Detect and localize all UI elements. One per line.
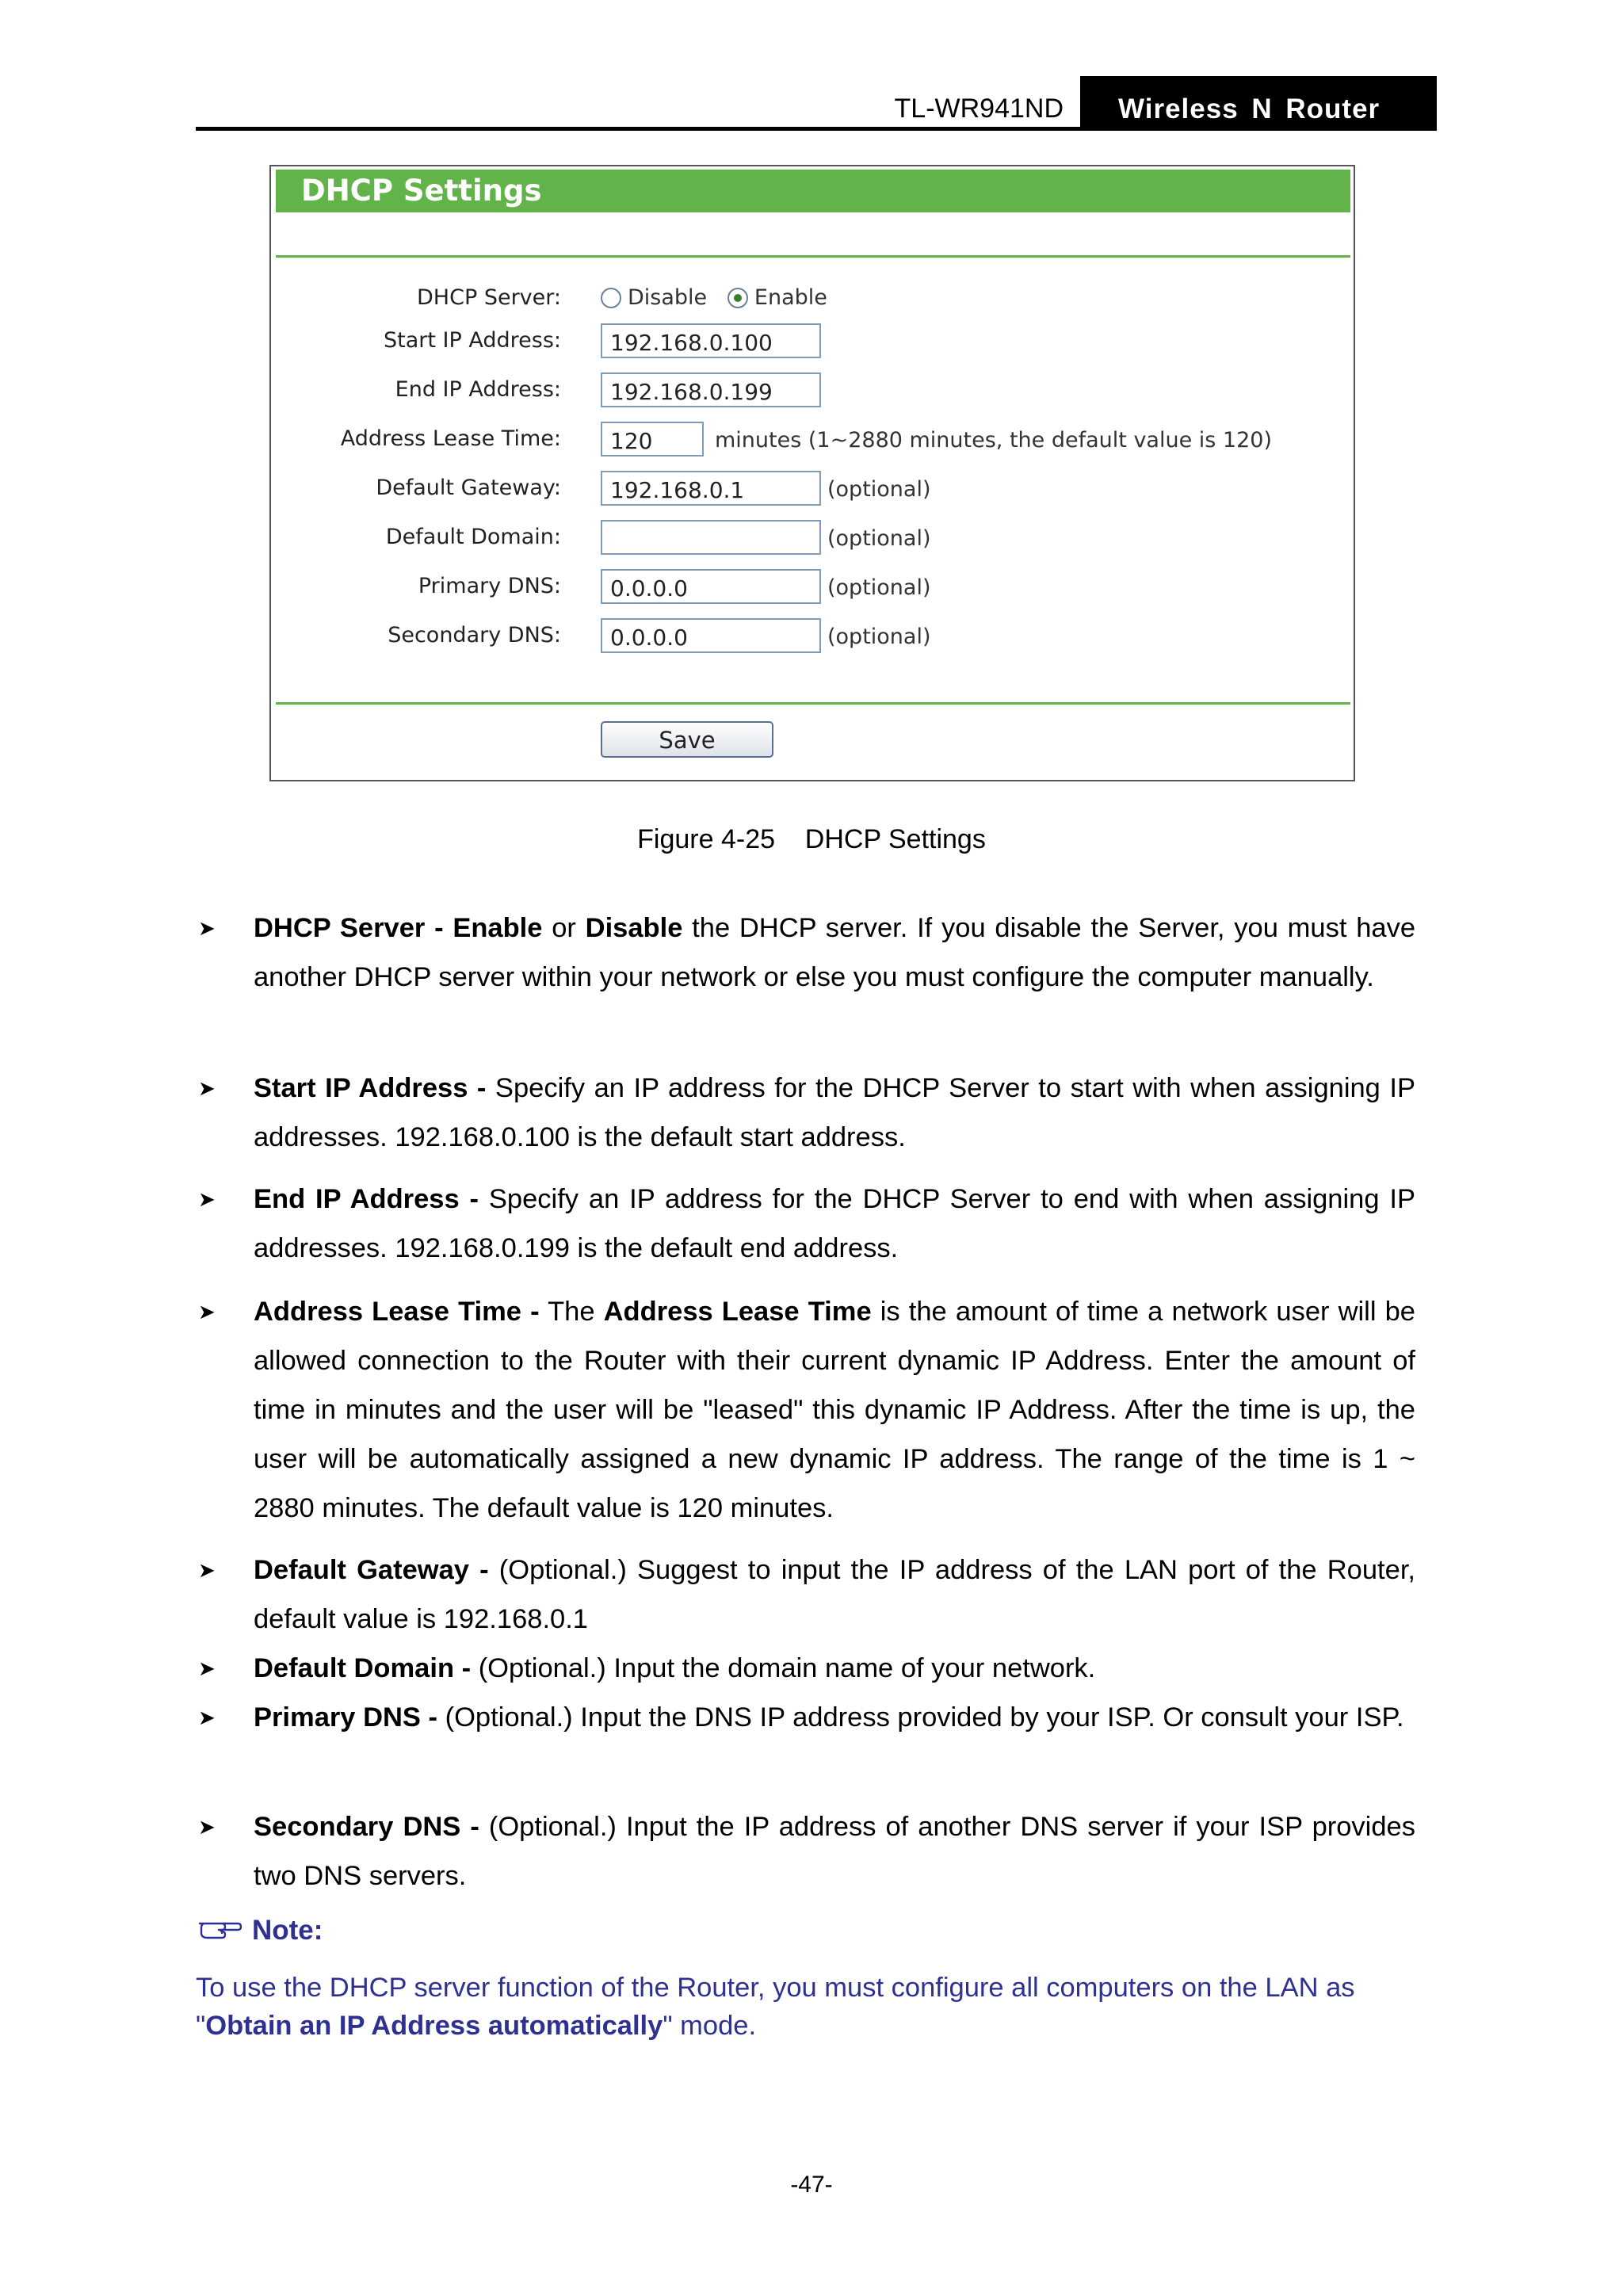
bullet-term: Start IP Address - xyxy=(254,1073,487,1103)
bullet-primary-dns xyxy=(198,1693,1415,1742)
bullet-term: End IP Address - xyxy=(254,1184,479,1214)
primary-dns-row xyxy=(271,567,1354,604)
default-gateway-row xyxy=(271,469,1354,506)
bullet-term: Address Lease Time - xyxy=(254,1297,540,1327)
default-domain-row xyxy=(271,518,1354,555)
pointing-hand-icon xyxy=(198,1915,242,1946)
bullet-arrow-icon: ➤ xyxy=(198,1656,216,1680)
bullet-dhcp-server xyxy=(198,904,1415,1002)
bullet-term: DHCP Server - Enable xyxy=(254,913,543,943)
default-domain-hint: (optional) xyxy=(827,526,931,551)
bullet-default-domain xyxy=(198,1644,1415,1693)
note-heading xyxy=(198,1915,323,1946)
bullet-text: the DHCP server. If you disable the Server, you must have another DHCP server within your network or else you must configure the computer manually. xyxy=(254,913,1415,992)
bullet-mid: The xyxy=(539,1297,604,1327)
start-ip-input[interactable]: 192.168.0.100 xyxy=(601,323,821,358)
lease-time-hint: minutes (1~2880 minutes, the default value is 120) xyxy=(715,428,1272,453)
secondary-dns-input[interactable]: 0.0.0.0 xyxy=(601,618,821,653)
bullet-default-gateway xyxy=(198,1545,1415,1644)
bullet-arrow-icon: ➤ xyxy=(198,916,216,940)
secondary-dns-hint: (optional) xyxy=(827,625,931,649)
primary-dns-label: Primary DNS: xyxy=(418,574,561,598)
dhcp-server-label: DHCP Server: xyxy=(417,285,561,310)
bullet-text: Specify an IP address for the DHCP Server to start with when assigning IP addresses. 192.168.0.100 is the default start address. xyxy=(254,1073,1415,1152)
bullet-text: (Optional.) Input the IP address of another DNS server if your ISP provides two DNS servers. xyxy=(254,1812,1415,1891)
secondary-dns-label: Secondary DNS: xyxy=(388,623,561,648)
save-button[interactable]: Save xyxy=(601,721,773,758)
disable-radio-label: Disable xyxy=(628,285,708,310)
bullet-arrow-icon: ➤ xyxy=(198,1076,216,1100)
bullet-term: Default Gateway - xyxy=(254,1555,489,1585)
lease-time-label: Address Lease Time: xyxy=(340,426,561,451)
header-model: TL-WR941ND xyxy=(894,94,1064,124)
bullet-text: (Optional.) Input the domain name of your network. xyxy=(471,1653,1096,1683)
bullet-arrow-icon: ➤ xyxy=(198,1815,216,1839)
bullet-secondary-dns xyxy=(198,1802,1415,1901)
disable-radio[interactable] xyxy=(601,288,621,308)
end-ip-label: End IP Address: xyxy=(395,377,561,402)
dhcp-settings-panel xyxy=(269,165,1355,781)
bullet-arrow-icon: ➤ xyxy=(198,1300,216,1324)
start-ip-label: Start IP Address: xyxy=(384,328,561,353)
primary-dns-hint: (optional) xyxy=(827,575,931,600)
default-gateway-label: Default Gateway: xyxy=(376,476,561,500)
default-domain-input[interactable] xyxy=(601,520,821,555)
panel-title: DHCP Settings xyxy=(276,170,1350,212)
dhcp-server-row xyxy=(271,279,1354,315)
bullet-arrow-icon: ➤ xyxy=(198,1187,216,1211)
enable-radio[interactable] xyxy=(727,288,748,308)
figure-caption: Figure 4-25 DHCP Settings xyxy=(637,824,986,854)
bullet-arrow-icon: ➤ xyxy=(198,1706,216,1729)
lease-time-row xyxy=(271,420,1354,457)
dhcp-server-radios xyxy=(601,285,827,310)
note-heading-text: Note: xyxy=(252,1915,323,1946)
panel-top-rule xyxy=(276,255,1350,258)
bullet-term: Primary DNS - xyxy=(254,1702,437,1733)
bullet-mid: or xyxy=(542,913,586,943)
note-text-bold: Obtain an IP Address automatically xyxy=(205,2011,663,2041)
bullet-term2: Address Lease Time xyxy=(603,1297,872,1327)
header-rule xyxy=(196,127,1437,131)
bullet-term: Default Domain - xyxy=(254,1653,472,1683)
bullet-text: is the amount of time a network user will be allowed connection to the Router with their current dynamic IP Address. Enter the amount of time in minutes and the user will be "leased" this dynamic IP Address. After the time is up, the user will be automatically assigned a new dynamic IP address. The range of the time is 1 ~ 2880 minutes. The default value is 120 minutes. xyxy=(254,1297,1415,1523)
secondary-dns-row xyxy=(271,617,1354,653)
start-ip-row xyxy=(271,322,1354,358)
bullet-text: Specify an IP address for the DHCP Server to end with when assigning IP addresses. 192.168.0.199 is the default end address. xyxy=(254,1184,1416,1263)
lease-time-input[interactable]: 120 xyxy=(601,422,704,457)
primary-dns-input[interactable]: 0.0.0.0 xyxy=(601,569,821,604)
default-gateway-input[interactable]: 192.168.0.1 xyxy=(601,471,821,506)
bullet-text: (Optional.) Input the DNS IP address provided by your ISP. Or consult your ISP. xyxy=(437,1702,1404,1733)
default-gateway-hint: (optional) xyxy=(827,477,931,502)
page-number: -47- xyxy=(790,2172,833,2198)
bullet-lease-time xyxy=(198,1287,1415,1533)
default-domain-label: Default Domain: xyxy=(385,525,561,549)
enable-radio-label: Enable xyxy=(754,285,827,310)
bullet-term: Secondary DNS - xyxy=(254,1812,479,1842)
bullet-start-ip xyxy=(198,1064,1415,1162)
note-text xyxy=(196,1969,1432,2045)
end-ip-input[interactable]: 192.168.0.199 xyxy=(601,372,821,407)
bullet-text: (Optional.) Suggest to input the IP address of the LAN port of the Router, default value is 192.168.0.1 xyxy=(254,1555,1415,1634)
header-product-badge: Wireless N Router xyxy=(1080,76,1437,130)
note-text-after: " mode. xyxy=(663,2011,757,2041)
note-text-before: To use the DHCP server function of the Router, you must configure all computers on the LAN as " xyxy=(196,1973,1355,2041)
bullet-arrow-icon: ➤ xyxy=(198,1558,216,1582)
bullet-end-ip xyxy=(198,1175,1416,1273)
panel-bottom-rule xyxy=(276,702,1350,705)
end-ip-row xyxy=(271,371,1354,407)
bullet-term2: Disable xyxy=(585,913,683,943)
